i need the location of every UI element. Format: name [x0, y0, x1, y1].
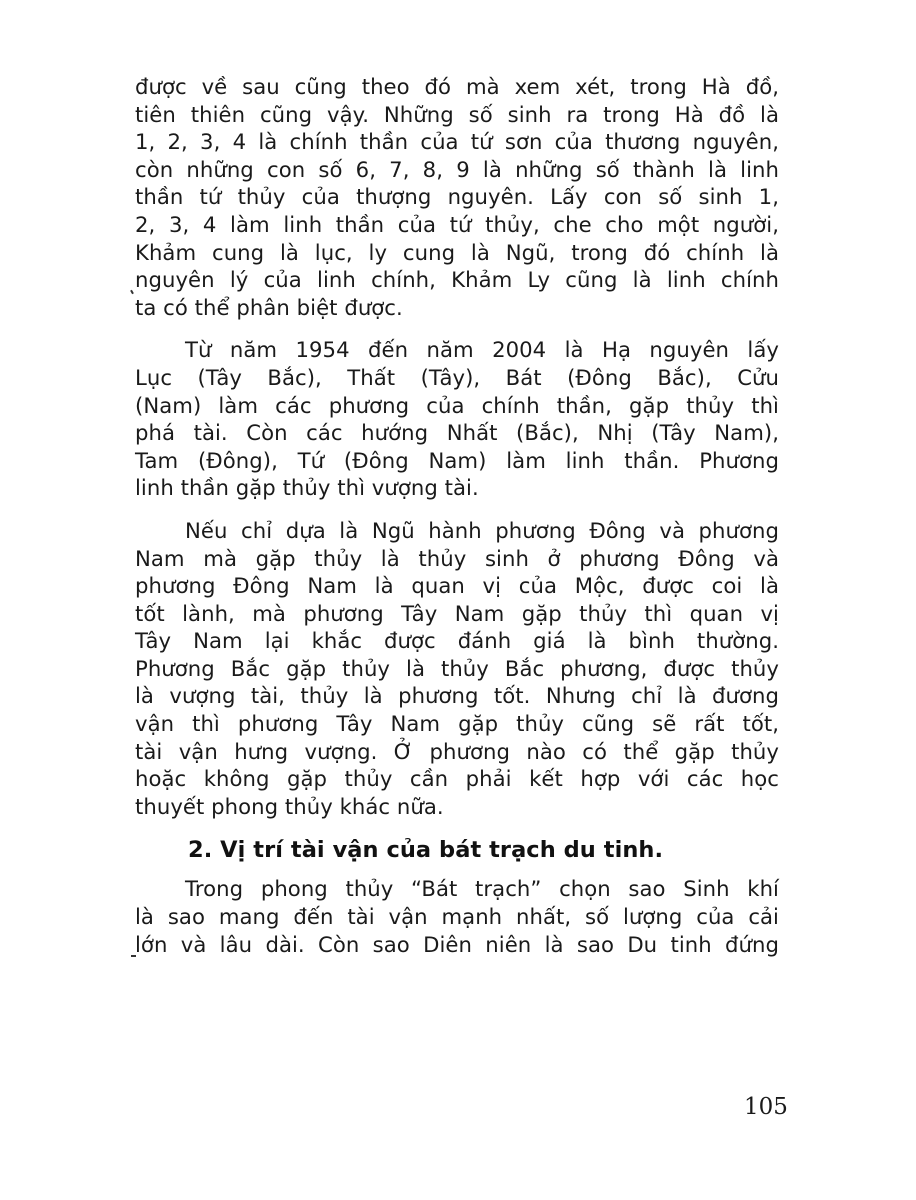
- page-number: 105: [744, 1094, 788, 1120]
- text-line: được về sau cũng theo đó mà xem xét, trong Hà đồ,: [135, 74, 779, 99]
- text-line: Tam (Đông), Tứ (Đông Nam) làm linh thần. Phương: [135, 447, 779, 473]
- text-line: nguyên lý của linh chính, Khảm Ly cũng là linh chính: [135, 267, 779, 293]
- paragraph-1: [135, 73, 779, 321]
- text-line: hoặc không gặp thủy cần phải kết hợp với các học: [135, 766, 779, 792]
- paragraph-3: [135, 517, 779, 821]
- text-line: là vượng tài, thủy là phương tốt. Nhưng chỉ là đương: [135, 683, 779, 709]
- text-line: vận thì phương Tây Nam gặp thủy cũng sẽ rất tốt,: [135, 711, 779, 737]
- text-line: ta có thể phân biệt được.: [135, 294, 403, 320]
- scan-artifact-mark: [130, 290, 134, 294]
- text-line: Khảm cung là lục, ly cung là Ngũ, trong đó chính là: [135, 239, 779, 265]
- text-line: phương Đông Nam là quan vị của Mộc, được coi là: [135, 573, 779, 599]
- text-line: linh thần gặp thủy thì vượng tài.: [135, 475, 479, 501]
- text-line: 1, 2, 3, 4 là chính thần của tứ sơn của thương nguyên,: [135, 129, 779, 155]
- text-line: Tây Nam lại khắc được đánh giá là bình thường.: [135, 628, 779, 654]
- text-line: thuyết phong thủy khác nữa.: [135, 793, 444, 819]
- text-line: tiên thiên cũng vậy. Những số sinh ra trong Hà đồ là: [135, 101, 779, 127]
- text-line: Trong phong thủy “Bát trạch” chọn sao Sinh khí: [185, 876, 779, 902]
- paragraph-4: [135, 875, 779, 958]
- text-line: là sao mang đến tài vận mạnh nhất, số lượng của cải: [135, 904, 779, 930]
- text-line: tốt lành, mà phương Tây Nam gặp thủy thì quan vị: [135, 600, 779, 626]
- text-line: Nam mà gặp thủy là thủy sinh ở phương Đông và: [135, 545, 779, 571]
- text-line: Từ năm 1954 đến năm 2004 là Hạ nguyên lấy: [185, 337, 779, 363]
- text-line: còn những con số 6, 7, 8, 9 là những số thành là linh: [135, 156, 779, 182]
- text-line: phá tài. Còn các hướng Nhất (Bắc), Nhị (Tây Nam),: [135, 420, 779, 446]
- text-line: (Nam) làm các phương của chính thần, gặp thủy thì: [135, 392, 779, 418]
- body-text: [135, 73, 779, 973]
- text-line: Lục (Tây Bắc), Thất (Tây), Bát (Đông Bắc), Cửu: [135, 364, 779, 390]
- text-line: lớn và lâu dài. Còn sao Diên niên là sao Du tinh đứng: [135, 931, 779, 957]
- text-line: 2, 3, 4 làm linh thần của tứ thủy, che cho một người,: [135, 211, 779, 237]
- text-line: tài vận hưng vượng. Ở phương nào có thể gặp thủy: [135, 738, 779, 764]
- text-line: thần tứ thủy của thượng nguyên. Lấy con số sinh 1,: [135, 184, 779, 210]
- section-heading: 2. Vị trí tài vận của bát trạch du tinh.: [188, 837, 664, 864]
- text-line: Nếu chỉ dựa là Ngũ hành phương Đông và phương: [185, 517, 779, 543]
- text-line: Phương Bắc gặp thủy là thủy Bắc phương, được thủy: [135, 655, 779, 681]
- paragraph-2: [135, 336, 779, 502]
